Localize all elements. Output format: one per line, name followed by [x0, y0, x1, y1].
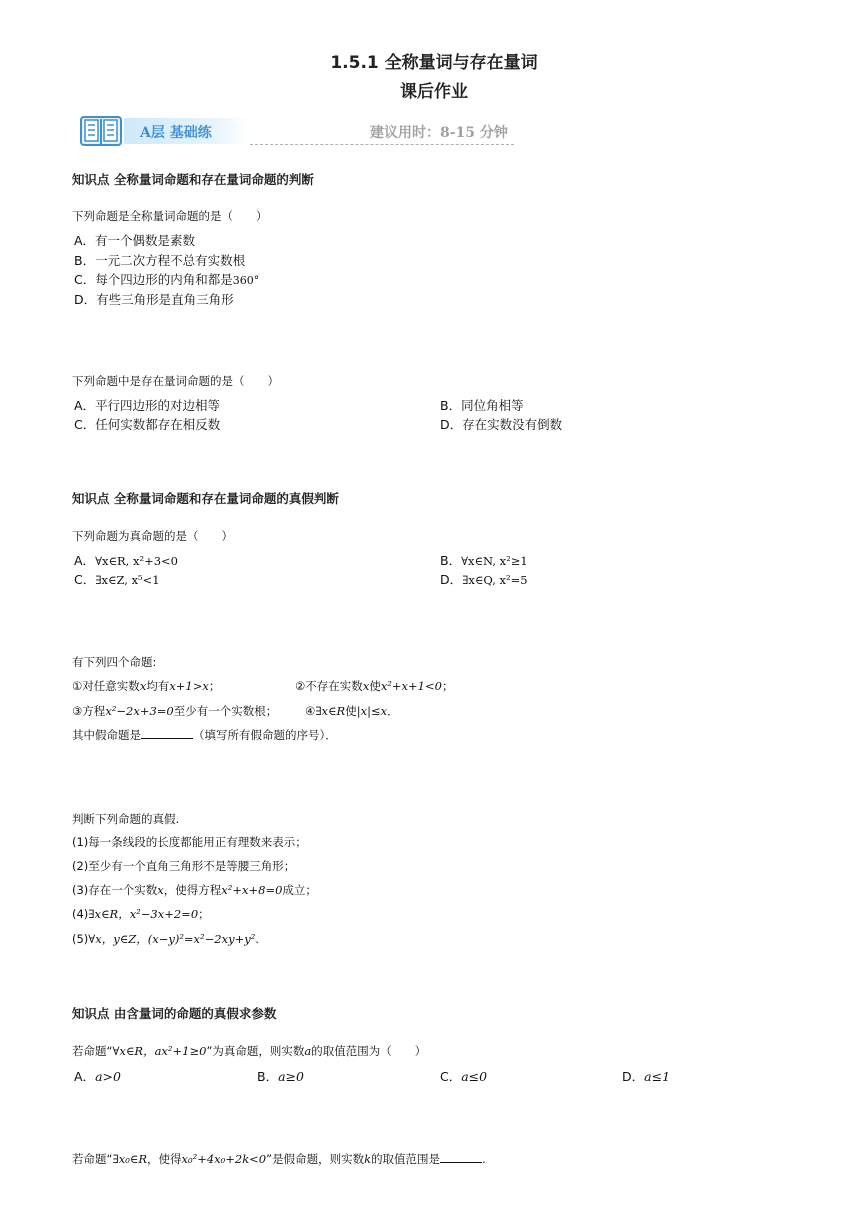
text: ，使得 [146, 1152, 182, 1166]
question-ask [72, 727, 337, 743]
document-title: 1.5.1 全称量词与存在量词 [330, 53, 538, 73]
text: 使 [369, 679, 381, 693]
option-d [622, 1067, 670, 1085]
text: ”为真命题，则实数 [206, 1044, 305, 1058]
text: 均有 [146, 679, 170, 693]
proposition-2 [295, 678, 453, 694]
question-stem [72, 1151, 486, 1167]
math-expression: ∀x∈R，ax²+1≥0 [112, 1044, 207, 1058]
text: ，使得方程 [163, 883, 222, 897]
document-subtitle: 课后作业 [400, 82, 468, 102]
text: ； [441, 679, 454, 693]
text: 使 [345, 704, 357, 718]
option-d [440, 570, 528, 588]
section-heading: 知识点 由含量词的命题的真假求参数 [72, 1006, 277, 1021]
math-expression: ∀x∈R, x²+3<0 [95, 554, 178, 568]
question-intro: 有下列四个命题: [72, 655, 157, 669]
math-expression: 360° [232, 274, 260, 287]
section-heading: 知识点 全称量词命题和存在量词命题的真假判断 [72, 491, 339, 506]
open-book-icon [80, 114, 122, 148]
question-stem: 下列命题是全称量词命题的是（ ） [72, 209, 268, 223]
math-variable: k [364, 1152, 372, 1166]
answer-blank[interactable] [141, 728, 193, 739]
math-expression: ∀x，y∈Z，(x−y)²=x²−2xy+y². [88, 932, 259, 946]
text: 若命题“ [72, 1044, 113, 1058]
statement-3 [72, 882, 317, 898]
text: ． [387, 704, 399, 718]
math-variable: a [304, 1044, 312, 1058]
math-expression: x²+x+1<0 [380, 679, 442, 693]
section-heading: 知识点 全称量词命题和存在量词命题的判断 [72, 172, 314, 187]
text: (4) [72, 907, 89, 921]
text: ”是假命题，则实数 [266, 1152, 365, 1166]
option-b: B．一元二次方程不总有实数根 [74, 253, 246, 268]
math-expression: a>0 [95, 1069, 121, 1084]
math-expression: |x|≤x [356, 704, 388, 718]
text: . [482, 1152, 486, 1166]
question-intro: 判断下列命题的真假. [72, 812, 180, 826]
proposition-4 [305, 703, 399, 719]
option-c [440, 1067, 487, 1085]
question-stem: 下列命题为真命题的是（ ） [72, 529, 233, 543]
proposition-3 [72, 703, 277, 719]
question-stem: 下列命题中是存在量词命题的是（ ） [72, 374, 279, 388]
text: ②不存在实数 [295, 679, 363, 693]
text: 至少有一个实数根； [173, 704, 278, 718]
suggested-time-label: 建议用时：8-15 分钟 [370, 125, 508, 141]
text: (3)存在一个实数 [72, 883, 158, 897]
text: ①对任意实数 [72, 679, 140, 693]
math-expression: a≥0 [278, 1069, 304, 1084]
text: 其中假命题是 [72, 728, 141, 742]
statement-1: (1)每一条线段的长度都能用正有理数来表示； [72, 835, 307, 849]
option-b [257, 1067, 304, 1085]
math-expression: ∃x∈Q, x²=5 [462, 573, 528, 587]
option-label: C． [74, 572, 96, 587]
answer-blank[interactable] [440, 1152, 482, 1163]
option-a [74, 551, 178, 569]
math-variable: x [157, 883, 164, 897]
math-expression: x²−2x+3=0 [105, 704, 174, 718]
option-text: C．每个四边形的内角和都是 [74, 272, 233, 287]
statement-5 [72, 931, 259, 947]
proposition-1 [72, 678, 220, 694]
text: （填写所有假命题的序号）． [193, 728, 337, 742]
text: 成立； [282, 883, 317, 897]
math-expression: a≤0 [461, 1069, 488, 1084]
text: (5) [72, 932, 89, 946]
option-label: B． [440, 553, 462, 568]
text: ④ [305, 704, 316, 718]
option-a: A．平行四边形的对边相等 [74, 398, 221, 413]
math-expression: x₀²+4x₀+2k<0 [181, 1152, 267, 1166]
layer-label: A层 基础练 [140, 125, 212, 141]
math-expression: x²+x+8=0 [221, 883, 283, 897]
math-variable: x [139, 679, 147, 693]
option-label: A． [74, 1069, 96, 1084]
option-label: C． [440, 1069, 462, 1084]
text: ③方程 [72, 704, 106, 718]
option-a: A．有一个偶数是素数 [74, 233, 196, 248]
text: 若命题“ [72, 1152, 113, 1166]
text: ； [198, 907, 210, 921]
option-d: D．存在实数没有倒数 [440, 417, 563, 432]
option-c [74, 570, 160, 588]
option-c: C．任何实数都存在相反数 [74, 417, 221, 432]
option-d: D．有些三角形是直角三角形 [74, 292, 234, 307]
header-divider [250, 144, 514, 145]
option-a [74, 1067, 121, 1085]
math-expression: ∃x∈R [315, 704, 346, 718]
math-expression: ∃x∈Z, x⁵<1 [95, 573, 160, 587]
option-b [440, 551, 528, 569]
math-expression: ∀x∈N, x²≥1 [461, 554, 528, 568]
math-variable: x [362, 679, 370, 693]
option-c [74, 270, 259, 288]
math-expression: ∃x₀∈R [112, 1152, 147, 1166]
math-expression: a≤1 [644, 1069, 671, 1084]
text: 的取值范围为（ ） [311, 1044, 427, 1058]
math-expression: x+1>x [169, 679, 209, 693]
option-label: B． [257, 1069, 279, 1084]
text: 的取值范围是 [371, 1152, 441, 1166]
statement-2: (2)至少有一个直角三角形不是等腰三角形； [72, 859, 296, 873]
option-b: B．同位角相等 [440, 398, 524, 413]
math-expression: ∃x∈R，x²−3x+2=0 [88, 907, 199, 921]
text: ； [208, 679, 221, 693]
option-label: D． [622, 1069, 645, 1084]
option-label: D． [440, 572, 463, 587]
statement-4 [72, 906, 210, 922]
option-label: A． [74, 553, 96, 568]
question-stem [72, 1043, 426, 1059]
